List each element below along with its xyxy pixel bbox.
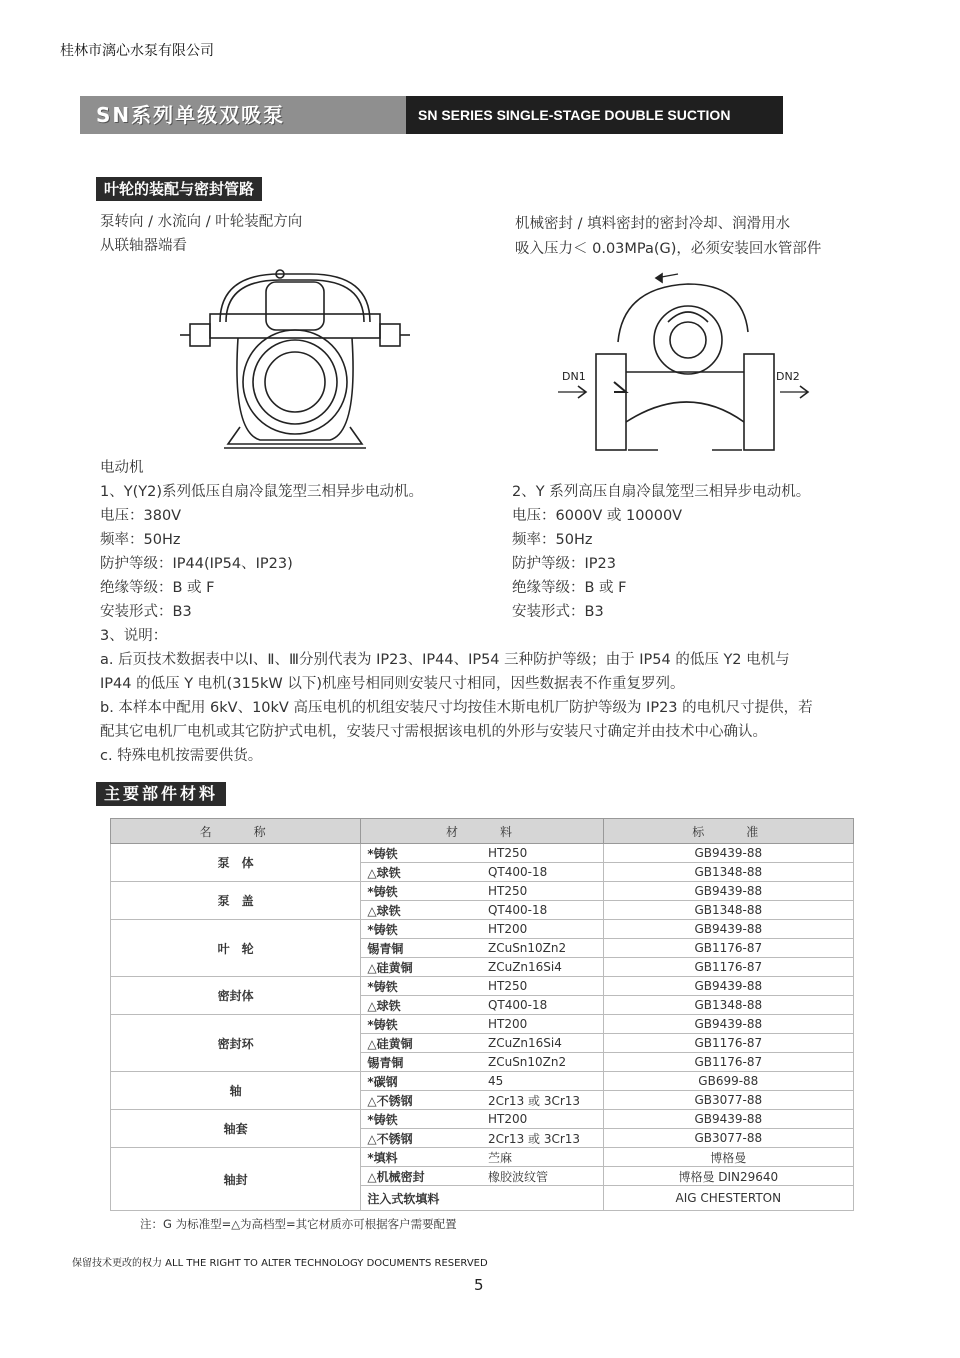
header-material: 材 料 (361, 819, 603, 844)
material-code (482, 1186, 603, 1211)
series-banner (80, 96, 783, 161)
table-row (111, 1015, 854, 1034)
material-standard: GB9439-88 (603, 844, 853, 863)
dn1-label: DN1 (562, 370, 586, 383)
high-voltage-frequency: 频率：50Hz (512, 532, 593, 548)
material-code: 橡胶波纹管 (482, 1167, 603, 1186)
material-code: 45 (482, 1072, 603, 1091)
low-voltage-frequency: 频率：50Hz (100, 532, 181, 548)
material-grade: *碳钢 (361, 1072, 482, 1091)
table-row (111, 920, 854, 939)
material-standard: GB9439-88 (603, 882, 853, 901)
motor-low-voltage-specs (100, 480, 423, 624)
table-row (111, 1110, 854, 1129)
material-code: HT200 (482, 1015, 603, 1034)
material-grade: *填料 (361, 1148, 482, 1167)
section-title-impeller: 叶轮的装配与密封管路 (96, 177, 262, 201)
part-name: 泵 体 (111, 844, 361, 882)
material-standard: 博格曼 (603, 1148, 853, 1167)
material-standard: GB1348-88 (603, 863, 853, 882)
low-voltage-protection: 防护等级：IP44(IP54、IP23) (100, 556, 293, 572)
note-a-line1: a. 后页技术数据表中以Ⅰ、Ⅱ、Ⅲ分别代表为 IP23、IP44、IP54 三种防护等级；由于 IP54 的低压 Y2 电机与 (100, 652, 790, 668)
material-code: 2Cr13 或 3Cr13 (482, 1129, 603, 1148)
material-grade: △球铁 (361, 901, 482, 920)
material-standard: GB9439-88 (603, 977, 853, 996)
material-code: 苎麻 (482, 1148, 603, 1167)
material-code: ZCuZn16Si4 (482, 958, 603, 977)
header-name: 名 称 (111, 819, 361, 844)
part-name: 泵 盖 (111, 882, 361, 920)
material-code: ZCuSn10Zn2 (482, 939, 603, 958)
note-b-line1: b. 本样本中配用 6kV、10kV 高压电机的机组安装尺寸均按佳木斯电机厂防护等级为 IP23 的电机尺寸提供，若 (100, 700, 813, 716)
page-number: 5 (474, 1276, 484, 1294)
rights-reserved: 保留技术更改的权力 ALL THE RIGHT TO ALTER TECHNOLOGY DOCUMENTS RESERVED (72, 1258, 488, 1269)
table-footnote: 注：G 为标准型=△为高档型=其它材质亦可根据客户需要配置 (140, 1217, 457, 1231)
high-voltage-mounting: 安装形式：B3 (512, 604, 604, 620)
high-voltage-insulation: 绝缘等级：B 或 F (512, 580, 627, 596)
material-grade: △硅黄铜 (361, 958, 482, 977)
material-grade: △球铁 (361, 996, 482, 1015)
material-standard: GB1176-87 (603, 939, 853, 958)
table-row (111, 844, 854, 863)
material-grade: △不锈钢 (361, 1091, 482, 1110)
high-voltage-protection: 防护等级：IP23 (512, 556, 616, 572)
material-code: HT200 (482, 1110, 603, 1129)
pump-seal-piping-drawing (548, 262, 818, 462)
material-grade: 注入式软填料 (361, 1186, 482, 1211)
part-name: 密封体 (111, 977, 361, 1015)
material-standard: GB9439-88 (603, 920, 853, 939)
material-standard: GB3077-88 (603, 1091, 853, 1110)
material-code: QT400-18 (482, 863, 603, 882)
part-name: 轴封 (111, 1148, 361, 1211)
low-voltage-title: 1、Y(Y2)系列低压自扇冷鼠笼型三相异步电动机。 (100, 484, 423, 500)
material-code: HT250 (482, 844, 603, 863)
high-voltage-voltage: 电压：6000V 或 10000V (512, 508, 683, 524)
material-grade: △不锈钢 (361, 1129, 482, 1148)
materials-table (110, 818, 854, 1211)
part-name: 密封环 (111, 1015, 361, 1072)
low-voltage-voltage: 电压：380V (100, 508, 182, 524)
left-caption-2: 从联轴器端看 (100, 238, 187, 254)
material-code: 2Cr13 或 3Cr13 (482, 1091, 603, 1110)
material-standard: AIG CHESTERTON (603, 1186, 853, 1211)
table-header-row (111, 819, 854, 844)
note-b-line2: 配其它电机厂电机或其它防护式电机，安装尺寸需根据该电机的外形与安装尺寸确定并由技术中心确认。 (100, 724, 767, 740)
low-voltage-mounting: 安装形式：B3 (100, 604, 192, 620)
notes-heading: 3、说明： (100, 628, 168, 644)
material-code: ZCuSn10Zn2 (482, 1053, 603, 1072)
right-caption-2: 吸入压力＜ 0.03MPa(G)，必须安装回水管部件 (515, 241, 822, 257)
material-grade: △机械密封 (361, 1167, 482, 1186)
material-grade: *铸铁 (361, 844, 482, 863)
banner-title-cn: SN系列单级双吸泵 (80, 96, 406, 134)
part-name: 轴套 (111, 1110, 361, 1148)
material-code: HT250 (482, 977, 603, 996)
motor-heading: 电动机 (100, 460, 144, 476)
left-caption-1: 泵转向 / 水流向 / 叶轮装配方向 (100, 214, 303, 230)
material-grade: △球铁 (361, 863, 482, 882)
high-voltage-title: 2、Y 系列高压自扇冷鼠笼型三相异步电动机。 (512, 484, 811, 500)
table-row (111, 1072, 854, 1091)
material-grade: △硅黄铜 (361, 1034, 482, 1053)
material-grade: *铸铁 (361, 1015, 482, 1034)
table-row (111, 882, 854, 901)
material-standard: GB1176-87 (603, 958, 853, 977)
motor-high-voltage-specs (512, 480, 810, 624)
material-standard: GB9439-88 (603, 1015, 853, 1034)
table-row (111, 1148, 854, 1167)
note-c: c. 特殊电机按需要供货。 (100, 748, 263, 764)
material-grade: 锡青铜 (361, 1053, 482, 1072)
banner-title-en: SN SERIES SINGLE-STAGE DOUBLE SUCTION PUMPS (406, 96, 783, 134)
low-voltage-insulation: 绝缘等级：B 或 F (100, 580, 215, 596)
material-code: ZCuZn16Si4 (482, 1034, 603, 1053)
dn2-label: DN2 (776, 370, 800, 383)
company-name: 桂林市漓心水泵有限公司 (60, 43, 214, 59)
pump-front-view-drawing (180, 262, 410, 452)
part-name: 轴 (111, 1072, 361, 1110)
material-standard: GB699-88 (603, 1072, 853, 1091)
note-a-line2: IP44 的低压 Y 电机(315kW 以下)机座号相同则安装尺寸相同，因些数据表不作重复罗列。 (100, 676, 685, 692)
material-grade: *铸铁 (361, 977, 482, 996)
material-grade: *铸铁 (361, 882, 482, 901)
material-standard: GB1348-88 (603, 996, 853, 1015)
material-code: HT250 (482, 882, 603, 901)
table-row (111, 977, 854, 996)
material-standard: GB1176-87 (603, 1053, 853, 1072)
material-standard: GB3077-88 (603, 1129, 853, 1148)
material-standard: 博格曼 DIN29640 (603, 1167, 853, 1186)
part-name: 叶 轮 (111, 920, 361, 977)
right-caption-1: 机械密封 / 填料密封的密封冷却、润滑用水 (515, 216, 791, 232)
material-code: QT400-18 (482, 901, 603, 920)
material-grade: *铸铁 (361, 920, 482, 939)
material-standard: GB1176-87 (603, 1034, 853, 1053)
material-standard: GB9439-88 (603, 1110, 853, 1129)
material-code: QT400-18 (482, 996, 603, 1015)
material-grade: 锡青铜 (361, 939, 482, 958)
material-code: HT200 (482, 920, 603, 939)
section-title-materials: 主要部件材料 (96, 782, 226, 806)
material-grade: *铸铁 (361, 1110, 482, 1129)
header-standard: 标 准 (603, 819, 853, 844)
material-standard: GB1348-88 (603, 901, 853, 920)
